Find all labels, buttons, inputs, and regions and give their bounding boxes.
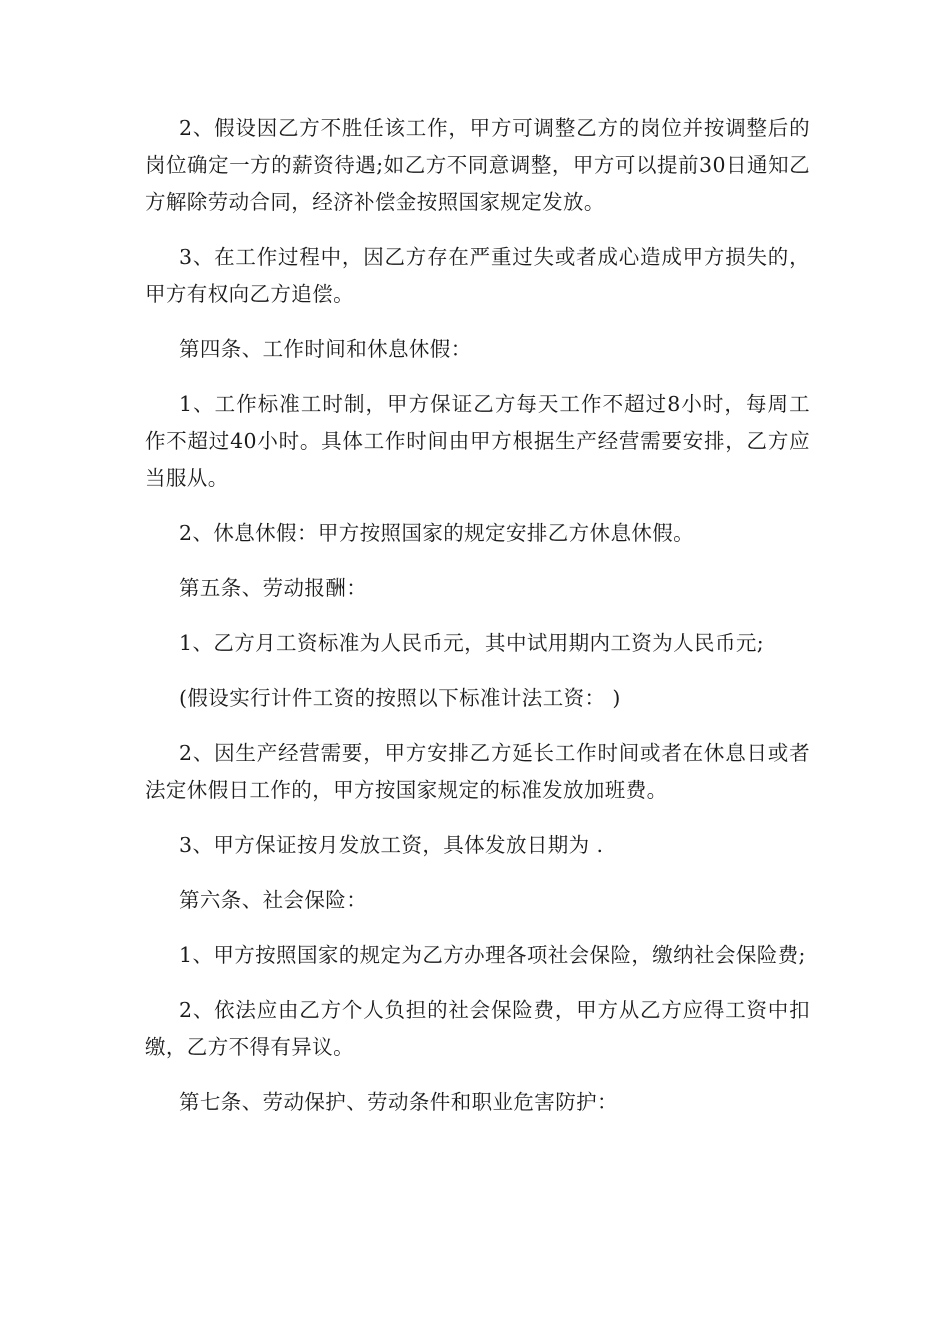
document-body (145, 110, 810, 1139)
paragraph-clause-6-2: 2、依法应由乙方个人负担的社会保险费，甲方从乙方应得工资中扣缴，乙方不得有异议。 (145, 998, 810, 1059)
section-heading-article-6: 第六条、社会保险： (179, 888, 368, 912)
section-heading-article-4: 第四条、工作时间和休息休假： (179, 337, 472, 361)
paragraph-clause-5-note: (假设实行计件工资的按照以下标准计法工资： ) (179, 686, 621, 710)
paragraph-clause-3-3: 3、在工作过程中，因乙方存在严重过失或者成心造成甲方损失的，甲方有权向乙方追偿。 (145, 245, 810, 306)
paragraph-clause-5-3: 3、甲方保证按月发放工资，具体发放日期为 . (179, 833, 604, 857)
paragraph-clause-3-2: 2、假设因乙方不胜任该工作，甲方可调整乙方的岗位并按调整后的岗位确定一方的薪资待遇;如乙方不同意调整，甲方可以提前30日通知乙方解除劳动合同，经济补偿金按照国家规定发放。 (145, 116, 810, 214)
paragraph-clause-5-2: 2、因生产经营需要，甲方安排乙方延长工作时间或者在休息日或者法定休假日工作的，甲方按国家规定的标准发放加班费。 (145, 741, 810, 802)
paragraph-clause-6-1: 1、甲方按照国家的规定为乙方办理各项社会保险，缴纳社会保险费; (179, 943, 806, 967)
paragraph-clause-4-2: 2、休息休假：甲方按照国家的规定安排乙方休息休假。 (179, 521, 695, 545)
paragraph-clause-4-1: 1、工作标准工时制，甲方保证乙方每天工作不超过8小时，每周工作不超过40小时。具体工作时间由甲方根据生产经营需要安排，乙方应当服从。 (145, 392, 810, 490)
section-heading-article-7: 第七条、劳动保护、劳动条件和职业危害防护： (179, 1090, 618, 1114)
paragraph-clause-5-1: 1、乙方月工资标准为人民币元，其中试用期内工资为人民币元; (179, 631, 765, 655)
section-heading-article-5: 第五条、劳动报酬： (179, 576, 368, 600)
